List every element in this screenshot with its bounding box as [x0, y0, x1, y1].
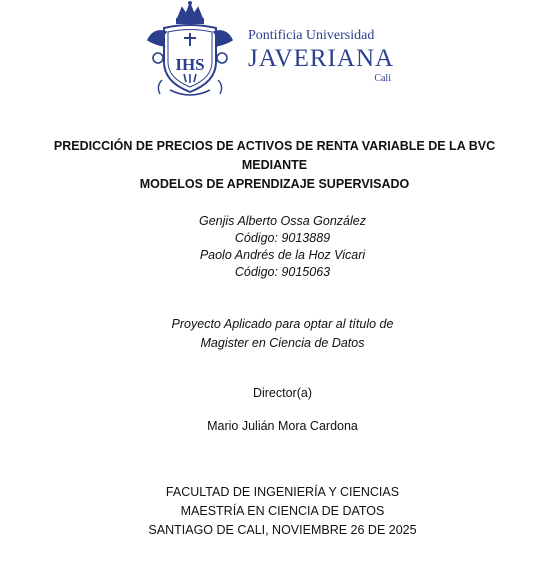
- university-wordmark: [248, 28, 393, 84]
- wordmark-pontificia: Pontificia Universidad: [248, 28, 375, 43]
- director-label: Director(a): [252, 386, 313, 400]
- project-line-1: Proyecto Aplicado para optar al título de: [171, 317, 394, 331]
- wordmark-javeriana: JAVERIANA: [248, 45, 395, 72]
- faculty-name: FACULTAD DE INGENIERÍA Y CIENCIAS: [165, 485, 400, 499]
- university-seal-icon: [140, 0, 240, 100]
- place-date: SANTIAGO DE CALI, NOVIEMBRE 26 DE 2025: [148, 523, 417, 537]
- project-description: [8, 315, 549, 353]
- author-code: Código: 9015063: [234, 265, 331, 279]
- author-name: Paolo Andrés de la Hoz Vicari: [199, 248, 366, 262]
- footer-block: [8, 483, 549, 540]
- author-code: Código: 9013889: [234, 231, 331, 245]
- project-line-2: Magister en Ciencia de Datos: [200, 336, 365, 350]
- university-logo: [140, 0, 395, 100]
- wordmark-city: Cali: [374, 73, 391, 84]
- thesis-title: [20, 137, 529, 194]
- authors-block: [8, 213, 549, 281]
- program-name: MAESTRÍA EN CIENCIA DE DATOS: [180, 504, 385, 518]
- thesis-title-line-2: MODELOS DE APRENDIZAJE SUPERVISADO: [139, 177, 410, 191]
- author-name: Genjis Alberto Ossa González: [199, 214, 366, 228]
- thesis-title-line-1: PREDICCIÓN DE PRECIOS DE ACTIVOS DE RENTA VARIABLE DE LA BVC MEDIANTE: [53, 139, 496, 172]
- director-name: Mario Julián Mora Cardona: [207, 419, 358, 433]
- seal-monogram: IHS: [175, 55, 205, 74]
